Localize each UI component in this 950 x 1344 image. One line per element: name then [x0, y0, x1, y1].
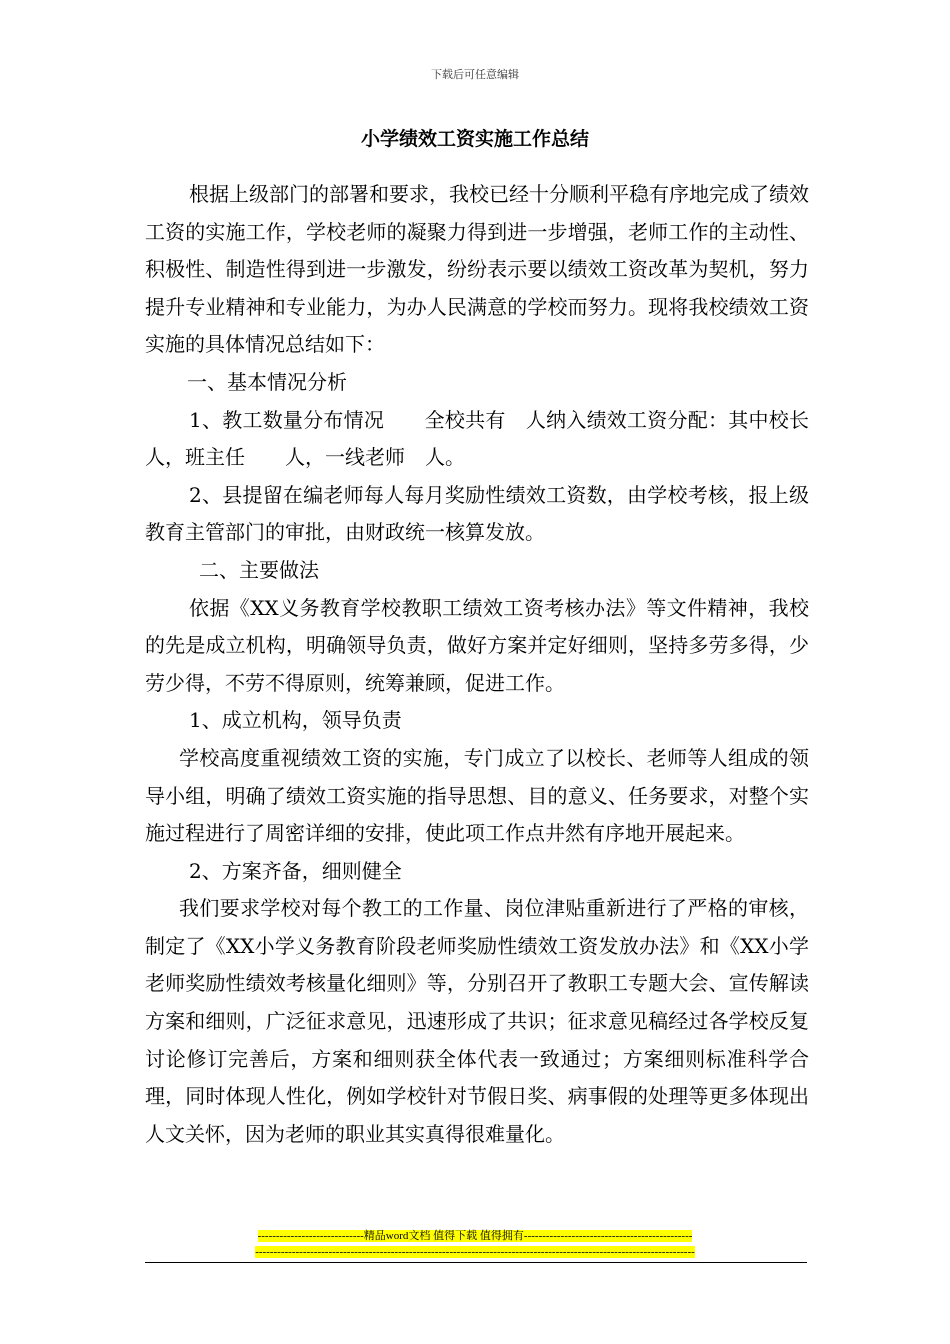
document-body	[145, 176, 829, 1153]
page-footer	[0, 1228, 950, 1260]
subheading-plans: 2、方案齐备，细则健全	[189, 858, 402, 883]
plans-paragraph: 我们要求学校对每个教工的工作量、岗位津贴重新进行了严格的审核，制定了《XX小学义务教育阶段老师奖励性绩效工资发放办法》和《XX小学老师奖励性绩效考核量化细则》等，分别召开了教职工专题大会、宣传解读方案和细则，广泛征求意见，迅速形成了共识；征求意见稿经过各学校反复讨论修订完善后，方案和细则获全体代表一致通过；方案细则标准科学合理，同时体现人性化，例如学校针对节假日奖、病事假的处理等更多体现出人文关怀，因为老师的职业其实真得很难量化。	[145, 896, 809, 1146]
section-heading-methods: 二、主要做法	[199, 557, 319, 582]
staff-count-paragraph: 1、教工数量分布情况 全校共有 人纳入绩效工资分配：其中校长 人，班主任 人，一线老师 人。	[145, 407, 829, 470]
methods-paragraph: 依据《XX义务教育学校教职工绩效工资考核办法》等文件精神，我校的先是成立机构，明确领导负责，做好方案并定好细则，坚持多劳多得，少劳少得，不劳不得原则，统筹兼顾，促进工作。	[145, 595, 809, 695]
intro-paragraph: 根据上级部门的部署和要求，我校已经十分顺利平稳有序地完成了绩效工资的实施工作，学校老师的凝聚力得到进一步增强，老师工作的主动性、积极性、制造性得到进一步激发，纷纷表示要以绩效工资改革为契机，努力提升专业精神和专业能力，为办人民满意的学校而努力。现将我校绩效工资实施的具体情况总结如下：	[145, 182, 809, 357]
organization-paragraph: 学校高度重视绩效工资的实施，专门成立了以校长、老师等人组成的领导小组，明确了绩效工资实施的指导思想、目的意义、任务要求，对整个实施过程进行了周密详细的安排，使此项工作点井然有序地开展起来。	[145, 745, 809, 846]
section-heading-basic: 一、基本情况分析	[187, 369, 347, 394]
county-allocation-paragraph: 2、县提留在编老师每人每月奖励性绩效工资数，由学校考核，报上级教育主管部门的审批，由财政统一核算发放。	[145, 482, 809, 545]
page-header: 下载后可任意编辑	[431, 68, 519, 81]
footer-dashes: ------------------------------------------------------------------------------------------------------------------------	[255, 1246, 695, 1258]
footer-divider	[145, 1262, 807, 1263]
subheading-organization: 1、成立机构，领导负责	[189, 708, 402, 733]
document-title: 小学绩效工资实施工作总结	[360, 128, 589, 150]
footer-banner: -----------------------------精品word文档 值得下载 值得拥有----------------------------------------------	[257, 1230, 693, 1242]
